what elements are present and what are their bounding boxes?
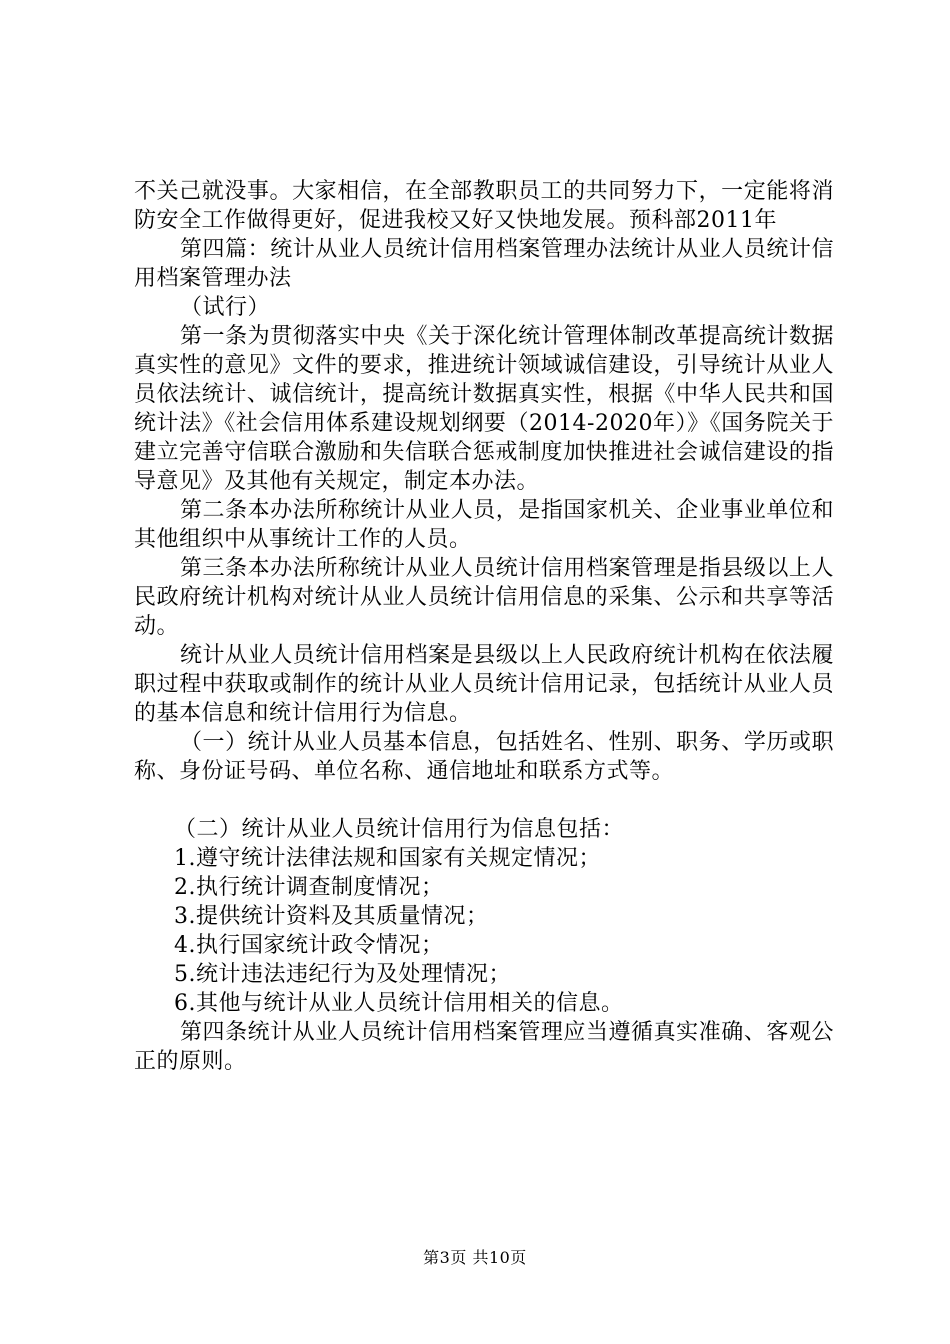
trial-note: （试行）: [180, 295, 271, 320]
document-body: [134, 177, 834, 1076]
credit-info-heading: （二）统计从业人员统计信用行为信息包括：: [174, 817, 625, 842]
list-item: 2.执行统计调查制度情况；: [174, 875, 444, 900]
blank-line: [134, 786, 834, 815]
article-2: 第二条本办法所称统计从业人员，是指国家机关、企业事业单位和其他组织中从事统计工作的人员。: [134, 498, 834, 552]
article-3: 第三条本办法所称统计从业人员统计信用档案管理是指县级以上人民政府统计机构对统计从业人员统计信用信息的采集、公示和共享等活动。: [134, 556, 834, 639]
article-4: 第四条统计从业人员统计信用档案管理应当遵循真实准确、客观公正的原则。: [134, 1020, 834, 1074]
section-heading: 第四篇：统计从业人员统计信用档案管理办法统计从业人员统计信用档案管理办法: [134, 237, 834, 291]
paragraph-continuation: 不关己就没事。大家相信，在全部教职员工的共同努力下，一定能将消防安全工作做得更好，促进我校又好又快地发展。预科部2011年: [134, 179, 834, 233]
article-3-paragraph: 统计从业人员统计信用档案是县级以上人民政府统计机构在依法履职过程中获取或制作的统计从业人员统计信用记录，包括统计从业人员的基本信息和统计信用行为信息。: [134, 643, 834, 726]
list-item: 5.统计违法违纪行为及处理情况；: [174, 962, 511, 987]
basic-info-item: （一）统计从业人员基本信息，包括姓名、性别、职务、学历或职称、身份证号码、单位名称、通信地址和联系方式等。: [134, 730, 834, 784]
article-1: 第一条为贯彻落实中央《关于深化统计管理体制改革提高统计数据真实性的意见》文件的要求，推进统计领域诚信建设，引导统计从业人员依法统计、诚信统计，提高统计数据真实性，根据《中华人民共和国统计法》《社会信用体系建设规划纲要（2014-2020年）》《国务院关于建立完善守信联合激励和失信联合惩戒制度加快推进社会诚信建设的指导意见》及其他有关规定，制定本办法。: [134, 324, 834, 494]
list-item: 3.提供统计资料及其质量情况；: [174, 904, 489, 929]
list-item: 6.其他与统计从业人员统计信用相关的信息。: [174, 991, 624, 1016]
page-number: 第3页 共10页: [423, 1248, 527, 1267]
list-item: 1.遵守统计法律法规和国家有关规定情况；: [174, 846, 601, 871]
list-item: 4.执行国家统计政令情况；: [174, 933, 444, 958]
